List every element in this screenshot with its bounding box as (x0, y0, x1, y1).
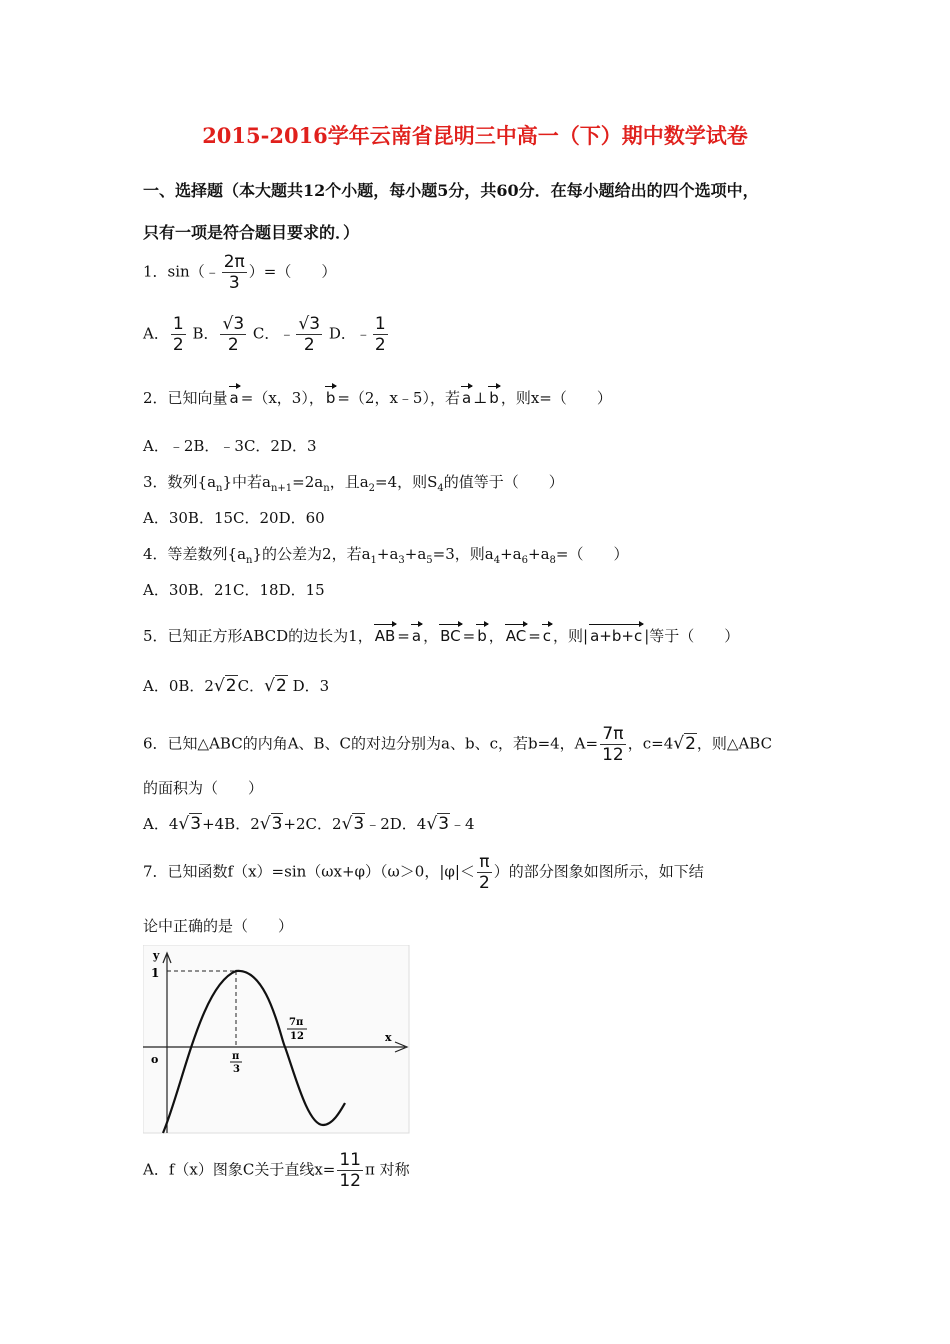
question-7: 7．已知函数f（x）=sin（ωx+φ）（ω＞0，|φ|＜ $\frac{\pi}{2}$ ）的部分图象如图所示，如下结 (143, 852, 704, 893)
page-title: 2015-2016学年云南省昆明三中高一（下）期中数学试卷 (202, 123, 748, 148)
question-6: 6．已知△ABC的内角A、B、C的对边分别为a、b、c，若b=4，A= $\frac{7\pi}{12}$ ，c=4√2，则△ABC (143, 724, 773, 765)
section-heading-line2: 只有一项是符合题目要求的．） (143, 223, 360, 242)
question-5: 5．已知正方形ABCD的边长为1， AB = a ， BC = b ， AC = c ，则| a+b+c |等于（ ） (143, 627, 740, 645)
section-heading-line1: 一、选择题（本大题共12个小题，每小题5分，共60分．在每小题给出的四个选项中， (143, 181, 759, 200)
question-1-options: A． $\frac{1}{2}$ B． $\frac{√3}{2}$ C．﹣ $\frac{√3}{2}$ D．﹣ $\frac{1}{2}$ (143, 314, 386, 355)
graph-frame (143, 945, 409, 1133)
vector-b: b (325, 389, 336, 407)
x-tick-pi-over-3-den: 3 (233, 1064, 240, 1075)
question-7-line2: 论中正确的是（ ） (143, 917, 294, 935)
fraction: $\frac{2\pi}{3}$ (223, 252, 245, 293)
question-6-line2: 的面积为（ ） (143, 779, 264, 797)
question-5-options: A．0B．2√2C．√2 D．3 (143, 676, 330, 696)
question-6-options: A．4√3+4B．2√3+2C．2√3﹣2D．4√3﹣4 (143, 814, 475, 834)
question-4-options: A．30B．21C．18D．15 (143, 581, 325, 599)
question-2: 2．已知向量 a =（x，3）， b =（2，x﹣5），若 a ⊥ b ，则x=（ ） (143, 389, 612, 407)
x-tick-pi-over-3-num: π (232, 1051, 240, 1062)
zero-label-num: 7π (289, 1017, 304, 1028)
y-axis-label: y (153, 949, 160, 962)
y-tick-1: 1 (151, 966, 160, 980)
zero-label-den: 12 (290, 1031, 304, 1042)
x-axis-label: x (385, 1031, 392, 1044)
question-3: 3．数列$\{a_n\}$中若$a_{n+1}=2a_n$，且$a_2=4$，则$S_4$的值等于（ ） (143, 473, 564, 494)
question-1: 1．sin（﹣ $\frac{2\pi}{3}$ ）=（ ） (143, 252, 337, 293)
origin-label: o (151, 1053, 159, 1066)
question-4: 4．等差数列$\{a_n\}$的公差为2，若$a_1+a_3+a_5=3$，则$a_4+a_6+a_8=$（ ） (143, 545, 629, 566)
question-7-option-a: A．f（x）图象C关于直线x= $\frac{11}{12}$ π 对称 (143, 1150, 410, 1191)
question-2-options: A．﹣2B．﹣3C．2D．3 (143, 437, 317, 455)
sine-graph (143, 945, 413, 1135)
vector-a: a (229, 389, 239, 407)
question-3-options: A．30B．15C．20D．60 (143, 509, 325, 527)
